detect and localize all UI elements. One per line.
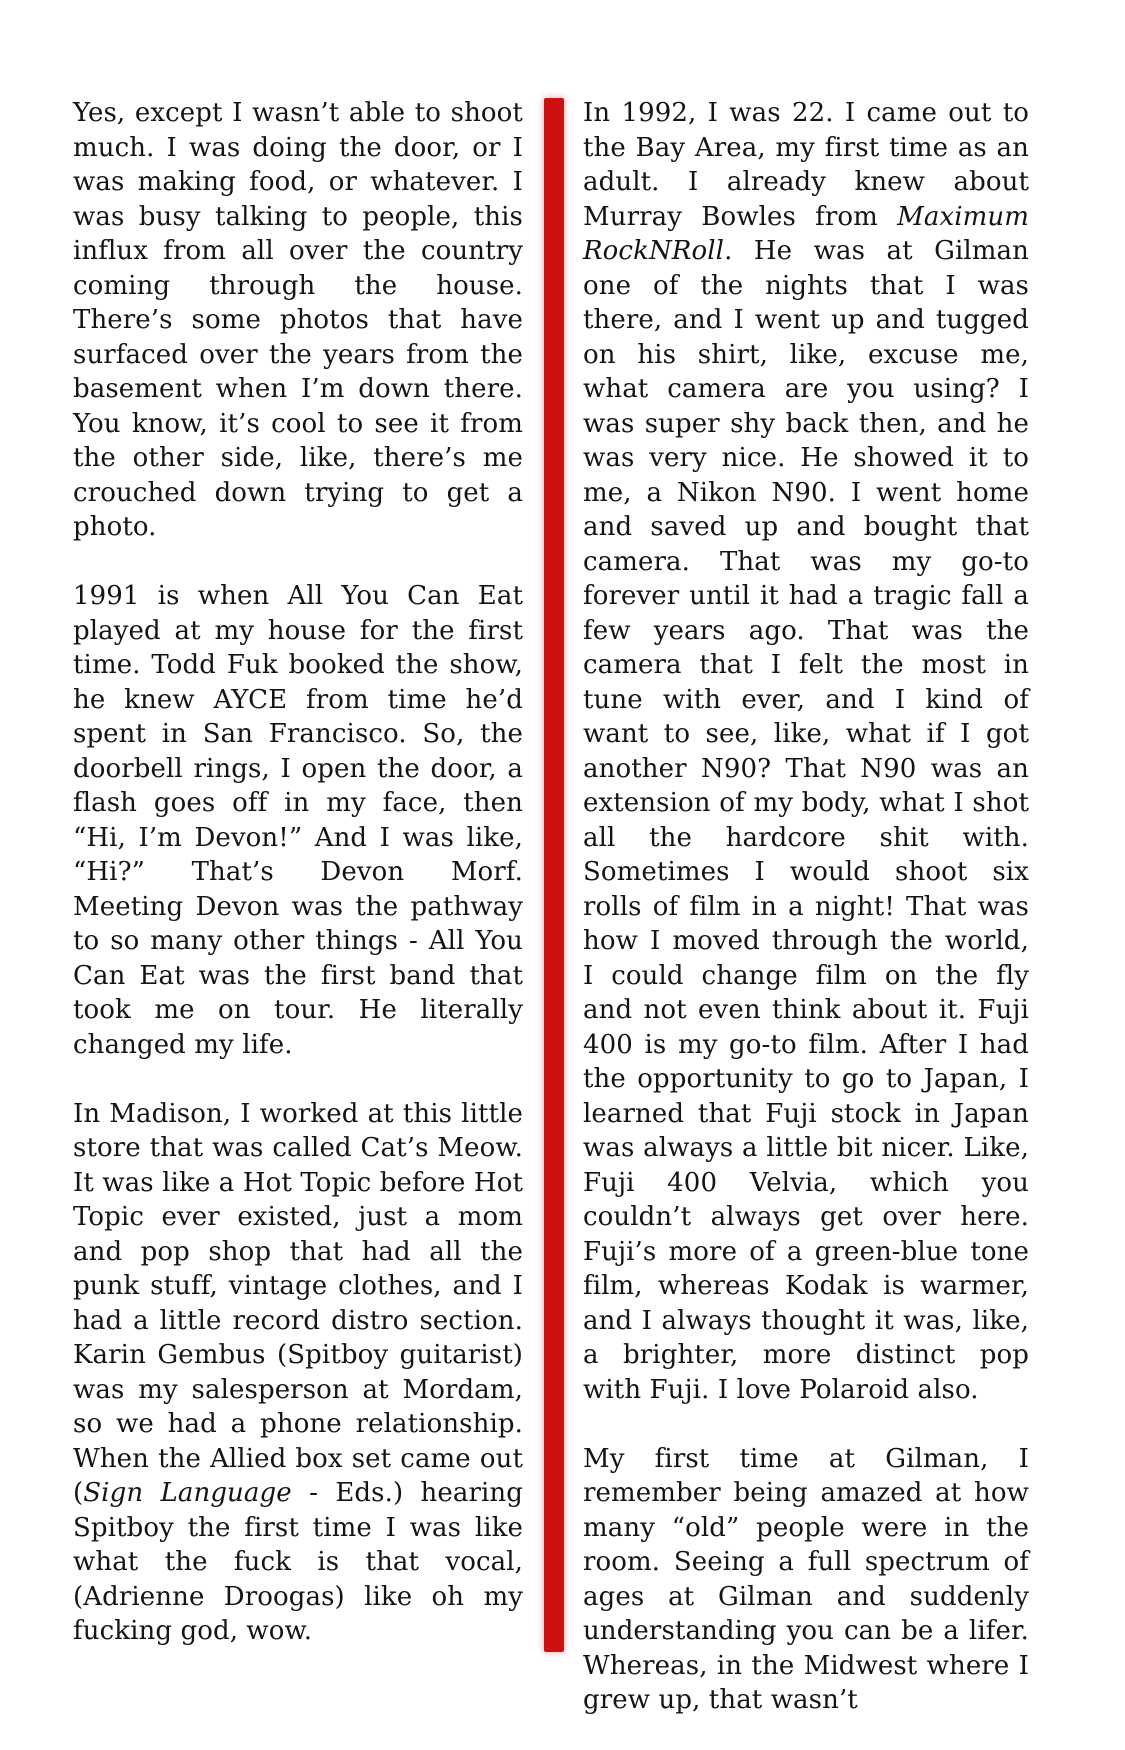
paragraph-4: [583, 96, 1029, 1407]
text-run: My first time at Gilman, I remember being amazed at how many “old” people were in the room. Seeing a full spectrum of ages at Gilman and suddenly understanding you can be a lifer. Whereas, in the Midwest where I grew up, that wasn’t: [583, 1443, 1029, 1715]
paragraph-5: [583, 1442, 1029, 1718]
text-run: 1991 is when All You Can Eat played at my house for the first time. Todd Fuk booked the show, he knew AYCE from time he’d spent in San Francisco. So, the doorbell rings, I open the door, a flash goes off in my face, then “Hi, I’m Devon!” And I was like, “Hi?” That’s Devon Morf. Meeting Devon was the pathway to so many other things - All You Can Eat was the first band that took me on tour. He literally changed my life.: [73, 581, 523, 1060]
paragraph-2: [73, 579, 523, 1062]
paragraph-1: [73, 96, 523, 545]
text-run: In 1992, I was 22. I came out to the Bay Area, my first time as an adult. I already knew about Murray Bowles from: [583, 98, 1029, 232]
left-text-column: [73, 96, 523, 1649]
right-text-column: [583, 96, 1029, 1718]
text-run: Yes, except I wasn’t able to shoot much. I was doing the door, or I was making food, or whatever. I was busy talking to people, this influx from all over the country coming through the house. There’s some photos that have surfaced over the years from the basement when I’m down there. You know, it’s cool to see it from the other side, like, there’s me crouched down trying to get a photo.: [73, 98, 523, 542]
column-divider-bar: [544, 98, 564, 1652]
paragraph-3: [73, 1097, 523, 1649]
text-run-italic: Maximum RockNRoll: [583, 201, 1029, 266]
text-run-italic: Sign Language: [83, 1478, 292, 1508]
text-run: . He was at Gilman one of the nights that I was there, and I went up and tugged on his shirt, like, excuse me, what camera are you using? I was super shy back then, and he was very nice. He showed it to me, a Nikon N90. I went home and saved up and bought that camera. That was my go-to forever until it had a tragic fall a few years ago. That was the camera that I felt the most in tune with ever, and I kind of want to see, like, what if I got another N90? That N90 was an extension of my body, what I shot all the hardcore shit with. Sometimes I would shoot six rolls of film in a night! That was how I moved through the world, I could change film on the fly and not even think about it. Fuji 400 is my go-to film. After I had the opportunity to go to Japan, I learned that Fuji stock in Japan was always a little bit nicer. Like, Fuji 400 Velvia, which you couldn’t always get over here. Fuji’s more of a green-blue tone film, whereas Kodak is warmer, and I always thought it was, like, a brighter, more distinct pop with Fuji. I love Polaroid also.: [583, 236, 1029, 1405]
text-run: - Eds.) hearing Spitboy the first time I was like what the fuck is that vocal, (Adrienne Droogas) like oh my fucking god, wow.: [73, 1478, 523, 1646]
text-run: In Madison, I worked at this little store that was called Cat’s Meow. It was like a Hot Topic before Hot Topic ever existed, just a mom and pop shop that had all the punk stuff, vintage clothes, and I had a little record distro section. Karin Gembus (Spitboy guitarist) was my salesperson at Mordam, so we had a phone relationship. When the Allied box set came out (: [73, 1098, 523, 1508]
